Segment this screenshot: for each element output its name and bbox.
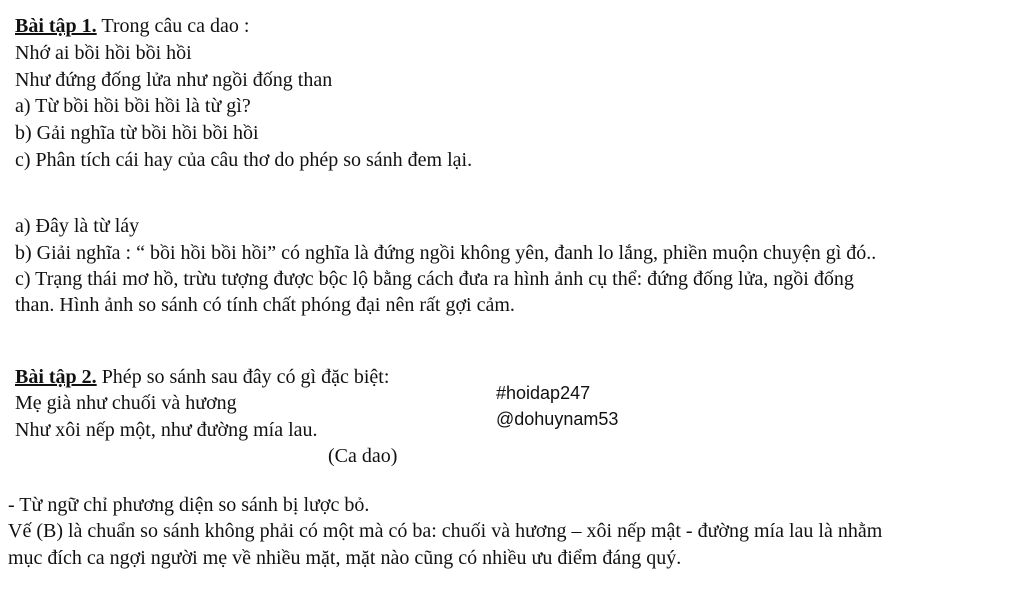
- exercise-2-verse-line-2: Như xôi nếp một, như đường mía lau.: [15, 419, 318, 441]
- exercise-2-label: Bài tập 2.: [15, 366, 97, 388]
- exercise-2-verse-line-1: Mẹ già như chuối và hương: [15, 392, 237, 414]
- exercise-2-answer-line-3: mục đích ca ngợi người mẹ về nhiều mặt, mặt nào cũng có nhiều ưu điểm đáng quý.: [8, 547, 682, 569]
- exercise-1-answer-a: a) Đây là từ láy: [15, 215, 140, 237]
- exercise-1-answer-c-line-1: c) Trạng thái mơ hồ, trừu tượng được bộc lộ bằng cách đưa ra hình ảnh cụ thể: đứng đống lửa, ngồi đống: [15, 268, 854, 290]
- exercise-2-prompt: Phép so sánh sau đây có gì đặc biệt:: [96, 366, 390, 388]
- exercise-2-source: (Ca dao): [328, 445, 398, 467]
- exercise-1-verse-line-1: Nhớ ai bồi hồi bồi hồi: [15, 42, 192, 64]
- exercise-1-question-a: a) Từ bồi hồi bồi hồi là từ gì?: [15, 95, 251, 117]
- exercise-1-answer-c-line-2: than. Hình ảnh so sánh có tính chất phóng đại nên rất gợi cảm.: [15, 294, 515, 316]
- exercise-1-verse-line-2: Như đứng đống lửa như ngồi đống than: [15, 69, 333, 91]
- hashtag-watermark: #hoidap247: [496, 383, 591, 403]
- exercise-1-heading: [15, 13, 249, 39]
- exercise-1-prompt: Trong câu ca dao :: [96, 15, 250, 37]
- exercise-1-question-c: c) Phân tích cái hay của câu thơ do phép so sánh đem lại.: [15, 149, 473, 171]
- exercise-2-answer-line-2: Vế (B) là chuẩn so sánh không phải có một mà có ba: chuối và hương – xôi nếp mật - đường mía lau là nhằm: [8, 520, 883, 542]
- exercise-1-answer-b: b) Giải nghĩa : “ bồi hồi bồi hồi” có nghĩa là đứng ngồi không yên, đanh lo lắng, phiền muộn chuyện gì đó..: [15, 242, 877, 264]
- exercise-1-label: Bài tập 1.: [15, 15, 97, 37]
- exercise-1-question-b: b) Gải nghĩa từ bồi hồi bồi hồi: [15, 122, 259, 144]
- username-watermark: @dohuynam53: [496, 409, 619, 429]
- exercise-2-heading: [15, 364, 389, 390]
- exercise-2-answer-line-1: - Từ ngữ chỉ phương diện so sánh bị lược bỏ.: [8, 494, 370, 516]
